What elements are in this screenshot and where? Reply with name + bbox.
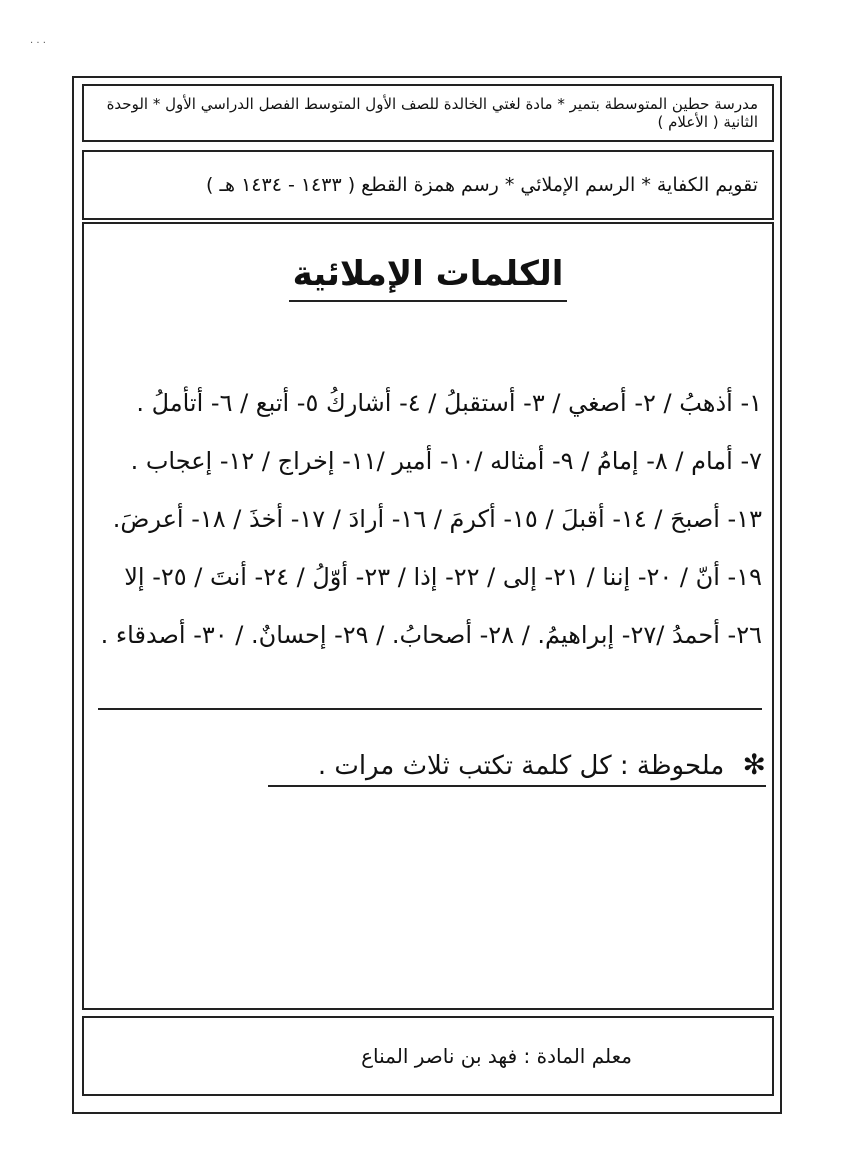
content-section bbox=[82, 222, 774, 1010]
scan-mark: · · · bbox=[30, 38, 46, 49]
note-text: ملحوظة : كل كلمة تكتب ثلاث مرات . bbox=[317, 751, 725, 781]
section-divider bbox=[98, 708, 762, 710]
assessment-header-text: تقويم الكفاية * الرسم الإملائي * رسم همزة القطع ( ١٤٣٣ - ١٤٣٤ هـ ) bbox=[206, 174, 758, 196]
school-header bbox=[82, 84, 774, 142]
word-line-2: ٧- أمام / ٨- إمامُ / ٩- أمثاله /١٠- أمير /١١- إخراج / ١٢- إعجاب . bbox=[130, 447, 762, 475]
asterisk-icon: ✻ bbox=[742, 748, 766, 781]
school-header-text: مدرسة حطين المتوسطة بتمير * مادة لغتي الخالدة للصف الأول المتوسط الفصل الدراسي الأول * الوحدة الثانية ( الأعلام ) bbox=[106, 95, 758, 131]
word-line-4: ١٩- أنّ / ٢٠- إننا / ٢١- إلى / ٢٢- إذا / ٢٣- أوّلُ / ٢٤- أنتَ / ٢٥- إلا bbox=[124, 563, 762, 591]
teacher-name-text: معلم المادة : فهد بن ناصر المناع bbox=[361, 1044, 632, 1068]
word-line-3: ١٣- أصبحَ / ١٤- أقبلَ / ١٥- أكرمَ / ١٦- أرادَ / ١٧- أخذَ / ١٨- أعرضَ. bbox=[112, 505, 762, 533]
assessment-header bbox=[82, 150, 774, 220]
word-line-5: ٢٦- أحمدُ /٢٧- إبراهيمُ. / ٢٨- أصحابُ. / ٢٩- إحسانٌ. / ٣٠- أصدقاء . bbox=[100, 621, 762, 649]
page-title-text: الكلمات الإملائية bbox=[289, 254, 568, 302]
note bbox=[268, 748, 766, 787]
teacher-footer bbox=[82, 1016, 774, 1096]
spelling-word-list bbox=[84, 374, 772, 664]
word-line-1: ١- أذهبُ / ٢- أصغي / ٣- أستقبلُ / ٤- أشاركُ ٥- أتبع / ٦- أتأملُ . bbox=[136, 389, 762, 417]
page-title bbox=[84, 254, 772, 302]
